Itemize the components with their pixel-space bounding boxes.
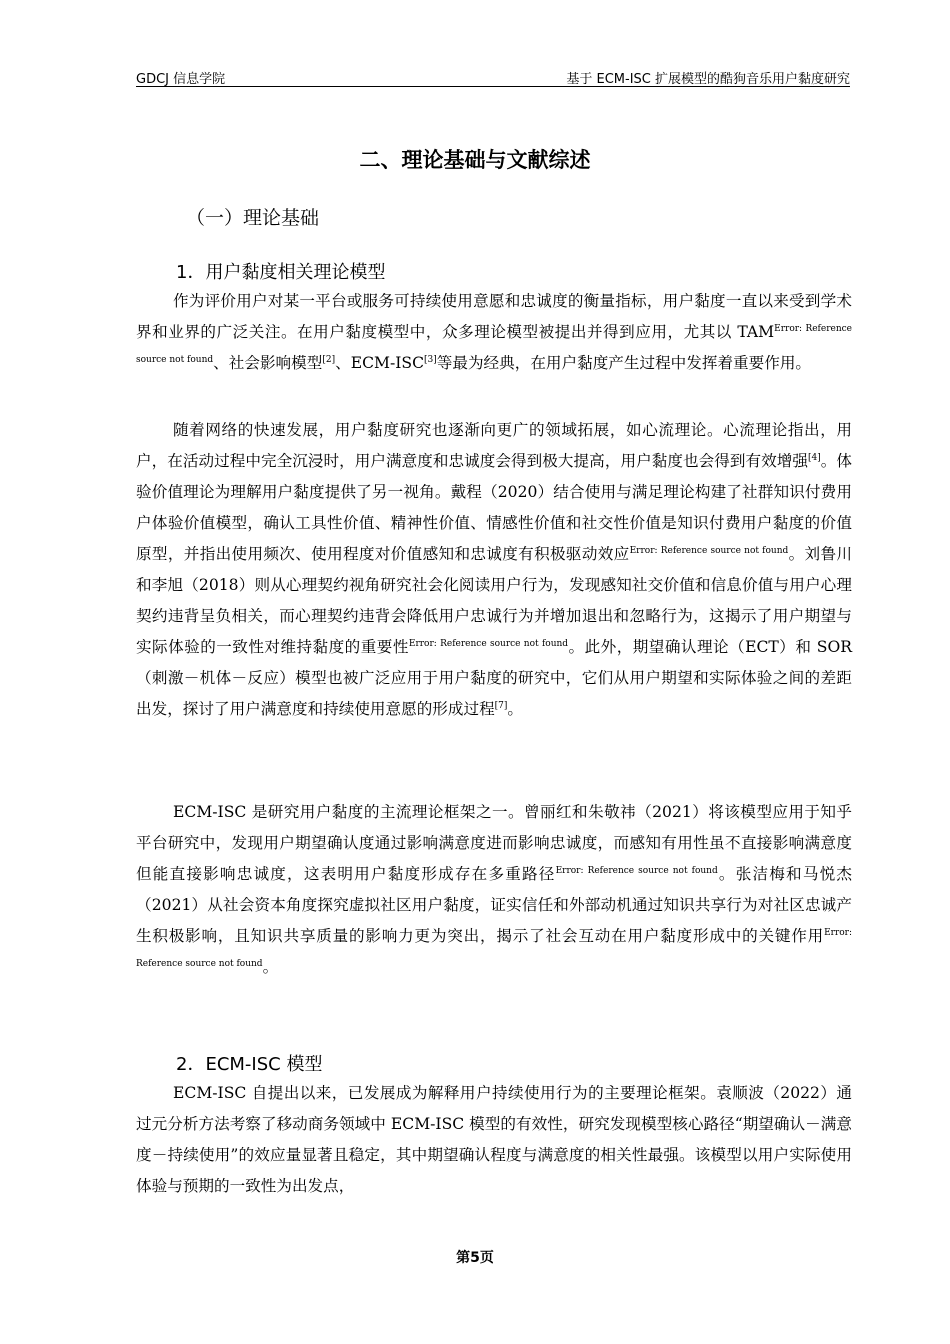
paragraph-2-text-4: 。此外，期望确认理论（ECT）和 SOR（刺激－机体－反应）模型也被广泛应用于用户黏度的研究中，它们从用户期望和实际体验之间的差距出发，探讨了用户满意度和持续使用意愿的形成过程: [136, 638, 852, 718]
paragraph-2-text-3: 。刘鲁川和李旭（2018）则从心理契约视角研究社会化阅读用户行为，发现感知社交价值和信息价值与用户心理契约违背呈负相关，而心理契约违背会降低用户忠诚行为并增加退出和忽略行为，这揭示了用户期望与实际体验的一致性对维持黏度的重要性: [136, 545, 852, 656]
paragraph-4: [136, 1078, 852, 1202]
paragraph-3-text-1: ECM-ISC 是研究用户黏度的主流理论框架之一。曾丽红和朱敬祎（2021）将该模型应用于知乎平台研究中，发现用户期望确认度通过影响满意度进而影响忠诚度，而感知有用性虽不直接影响满意度但能直接影响忠诚度，这表明用户黏度形成存在多重路径: [136, 803, 852, 883]
section-title: （一）理论基础: [186, 207, 320, 229]
paragraph-2-text-1: 随着网络的快速发展，用户黏度研究也逐渐向更广的领域拓展，如心流理论。心流理论指出，用户，在活动过程中完全沉浸时，用户满意度和忠诚度会得到极大提高，用户黏度也会得到有效增强: [136, 421, 852, 470]
paragraph-3-text-2: 。张洁梅和马悦杰（2021）从社会资本角度探究虚拟社区用户黏度，证实信任和外部动机通过知识共享行为对社区忠诚产生积极影响，且知识共享质量的影响力更为突出，揭示了社会互动在用户黏度形成中的关键作用: [136, 865, 852, 945]
citation: [4]: [807, 453, 821, 463]
citation: Error: Reference source not found: [555, 866, 718, 876]
paragraph-3-text-3: 。: [262, 958, 279, 976]
citation: [3]: [424, 355, 437, 365]
citation: [7]: [494, 701, 508, 711]
page-header: [136, 60, 850, 87]
header-institution: GDCJ 信息学院: [136, 72, 226, 87]
chapter-title: 二、理论基础与文献综述: [359, 148, 591, 172]
paragraph-2-text-2: 。体验价值理论为理解用户黏度提供了另一视角。戴程（2020）结合使用与满足理论构建了社群知识付费用户体验价值模型，确认工具性价值、精神性价值、情感性价值和社交性价值是知识付费用户黏度的价值原型，并指出使用频次、使用程度对价值感知和忠诚度有积极驱动效应: [136, 452, 852, 563]
paragraph-2-text-5: 。: [507, 700, 524, 718]
paragraph-1: [136, 286, 852, 379]
subsection-title-2: 2．ECM-ISC 模型: [176, 1054, 323, 1075]
citation: [2]: [322, 355, 336, 365]
citation: Error: Reference source not found: [629, 546, 789, 556]
paragraph-3: [136, 797, 852, 983]
citation: Error: Reference source not found: [408, 639, 569, 649]
citation: Error: Reference source not found: [136, 324, 853, 365]
paragraph-4-text-1: ECM-ISC 自提出以来，已发展成为解释用户持续使用行为的主要理论框架。袁顺波（2022）通过元分析方法考察了移动商务领域中 ECM-ISC 模型的有效性，研究发现模型核心路径“期望确认－满意度－持续使用”的效应量显著且稳定，其中期望确认程度与满意度的相关性最强。该模型以用户实际使用体验与预期的一致性为出发点，: [136, 1084, 852, 1195]
page-number: 第5页: [456, 1250, 494, 1266]
paragraph-1-text-3: 、ECM-ISC: [335, 354, 425, 372]
subsection-title-1: 1．用户黏度相关理论模型: [176, 262, 386, 283]
paragraph-1-text-2: 、社会影响模型: [213, 354, 323, 372]
paragraph-1-text-1: 作为评价用户对某一平台或服务可持续使用意愿和忠诚度的衡量指标，用户黏度一直以来受到学术界和业界的广泛关注。在用户黏度模型中，众多理论模型被提出并得到应用，尤其以 TAM: [136, 292, 852, 341]
citation: Error: Reference source not found: [136, 928, 852, 969]
header-thesis-title: 基于 ECM-ISC 扩展模型的酷狗音乐用户黏度研究: [566, 72, 850, 87]
paragraph-2: [136, 415, 852, 725]
paragraph-1-text-4: 等最为经典，在用户黏度产生过程中发挥着重要作用。: [436, 354, 812, 372]
